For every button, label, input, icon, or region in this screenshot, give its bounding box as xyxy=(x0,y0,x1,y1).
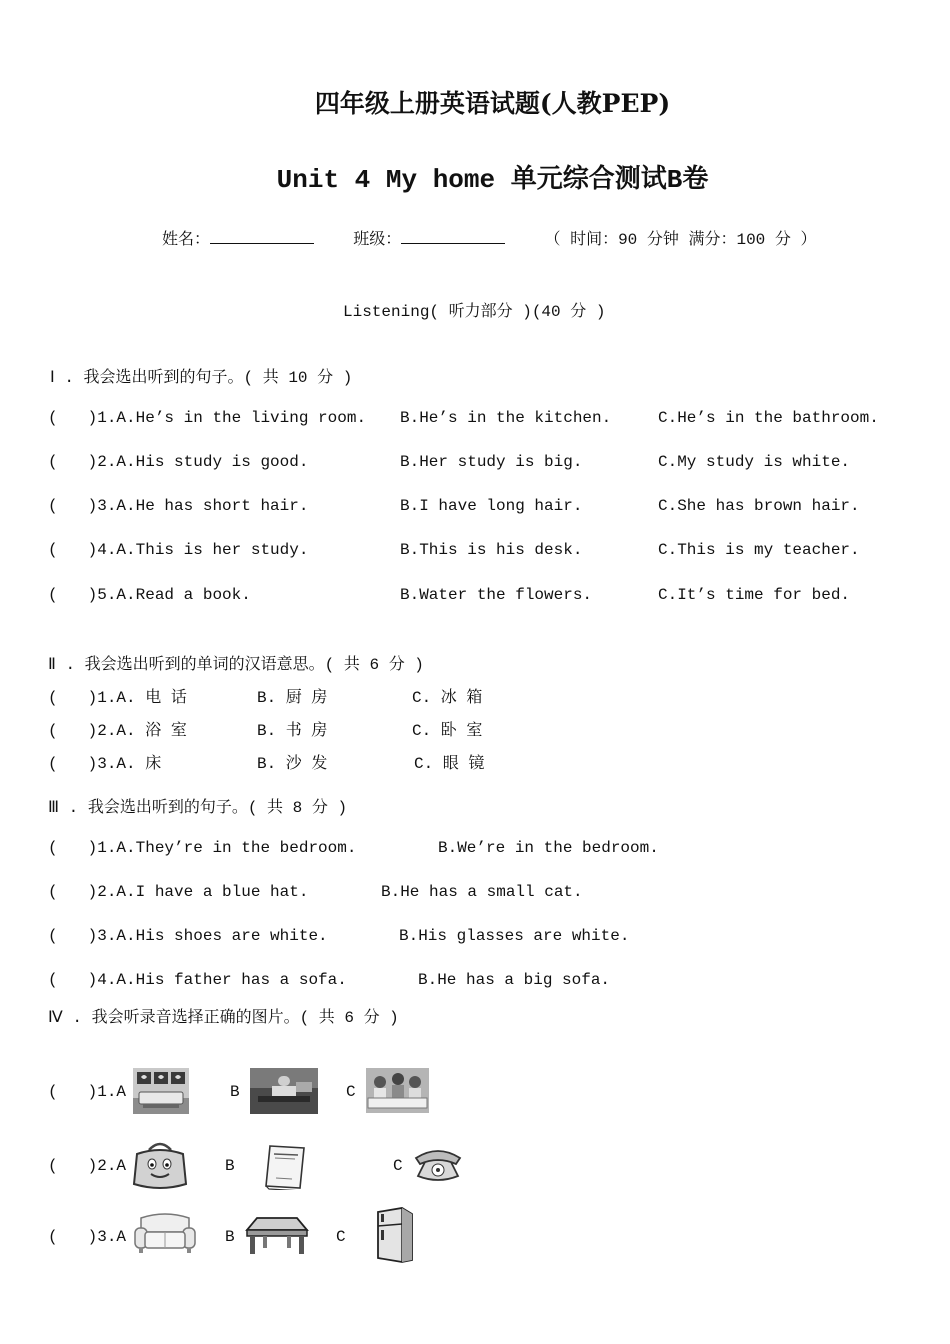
book-icon[interactable] xyxy=(262,1142,308,1190)
option-a: A. 床 xyxy=(116,755,162,773)
option-b: B. 厨 房 xyxy=(257,689,328,707)
question-row xyxy=(48,1157,126,1175)
option-b-label: B xyxy=(225,1157,235,1175)
question-row xyxy=(48,497,308,515)
class-blank[interactable] xyxy=(401,229,505,244)
option-c-label: C xyxy=(336,1228,346,1246)
option-b: B.I have long hair. xyxy=(400,497,583,515)
table-icon[interactable] xyxy=(245,1214,309,1256)
option-a: A.He has short hair. xyxy=(116,497,309,515)
telephone-icon[interactable] xyxy=(412,1146,464,1188)
option-c: C.He’s in the bathroom. xyxy=(658,409,879,427)
option-c: C.My study is white. xyxy=(658,453,851,471)
option-a: A.This is her study. xyxy=(116,541,309,559)
option-c: C.It’s time for bed. xyxy=(658,586,851,604)
section2-title: Ⅱ . 我会选出听到的单词的汉语意思。( 共 6 分 ) xyxy=(48,656,424,674)
option-b: B.He’s in the kitchen. xyxy=(400,409,612,427)
page-title: 四年级上册英语试题(人教PEP) xyxy=(314,89,671,118)
class-label: 班级： xyxy=(353,231,402,249)
option-b: B. 沙 发 xyxy=(257,755,328,773)
option-b: B.We’re in the bedroom. xyxy=(438,839,659,857)
option-c: C.She has brown hair. xyxy=(658,497,860,515)
question-number: )4. xyxy=(87,541,117,559)
page-subtitle: Unit 4 My home 单元综合测试B卷 xyxy=(276,165,709,195)
question-number: )5. xyxy=(87,586,117,604)
answer-paren[interactable]: ( xyxy=(48,883,58,901)
question-row xyxy=(48,409,366,427)
option-a-label: A xyxy=(116,1083,127,1101)
question-number: )2. xyxy=(87,883,117,901)
option-b: B.He has a big sofa. xyxy=(418,971,611,989)
option-a: A.His shoes are white. xyxy=(116,927,328,945)
question-row xyxy=(48,750,161,773)
question-number: )3. xyxy=(87,927,117,945)
question-number: )3. xyxy=(87,497,117,515)
option-b: B.Water the flowers. xyxy=(400,586,593,604)
question-number: )1. xyxy=(87,689,117,707)
option-b: B.His glasses are white. xyxy=(399,927,630,945)
answer-paren[interactable]: ( xyxy=(48,453,58,471)
option-a: A. 电 话 xyxy=(116,689,187,707)
option-b-label: B xyxy=(225,1228,235,1246)
question-row xyxy=(48,1228,126,1246)
section3-title: Ⅲ . 我会选出听到的句子。( 共 8 分 ) xyxy=(48,799,348,817)
question-number: )4. xyxy=(87,971,117,989)
option-c: C. 卧 室 xyxy=(412,722,483,740)
option-a: A.He’s in the living room. xyxy=(116,409,367,427)
fridge-icon[interactable] xyxy=(372,1206,416,1264)
option-c-label: C xyxy=(393,1157,403,1175)
question-number: )2. xyxy=(87,1157,117,1175)
option-a: A.I have a blue hat. xyxy=(116,883,309,901)
sofa-icon[interactable] xyxy=(133,1212,197,1257)
option-a: A. 浴 室 xyxy=(116,722,187,740)
option-a-label: A xyxy=(116,1157,127,1175)
option-a-label: A xyxy=(116,1228,127,1246)
question-row xyxy=(48,971,347,989)
question-row xyxy=(48,1083,126,1101)
name-label: 姓名： xyxy=(162,231,211,249)
question-number: )1. xyxy=(87,1083,117,1101)
option-c: C.This is my teacher. xyxy=(658,541,860,559)
answer-paren[interactable]: ( xyxy=(48,927,58,945)
option-b-label: B xyxy=(230,1083,240,1101)
answer-paren[interactable]: ( xyxy=(48,755,58,773)
question-row xyxy=(48,684,187,707)
name-blank[interactable] xyxy=(210,229,314,244)
question-number: )1. xyxy=(87,409,117,427)
option-a: A.His father has a sofa. xyxy=(116,971,347,989)
study-photo-icon[interactable] xyxy=(250,1068,318,1114)
question-row xyxy=(48,883,308,901)
answer-paren[interactable]: ( xyxy=(48,409,58,427)
student-info-row xyxy=(162,226,817,249)
answer-paren[interactable]: ( xyxy=(48,722,58,740)
option-b: B. 书 房 xyxy=(257,722,328,740)
answer-paren[interactable]: ( xyxy=(48,971,58,989)
answer-paren[interactable]: ( xyxy=(48,1228,58,1246)
option-c: C. 冰 箱 xyxy=(412,689,483,707)
question-number: )3. xyxy=(87,1228,117,1246)
question-number: )3. xyxy=(87,755,117,773)
answer-paren[interactable]: ( xyxy=(48,541,58,559)
section4-title: Ⅳ . 我会听录音选择正确的图片。( 共 6 分 ) xyxy=(48,1009,399,1027)
answer-paren[interactable]: ( xyxy=(48,1083,58,1101)
section1-title: Ⅰ . 我会选出听到的句子。( 共 10 分 ) xyxy=(50,369,353,387)
option-a: A.They’re in the bedroom. xyxy=(116,839,357,857)
living-room-photo-icon[interactable] xyxy=(133,1068,189,1114)
answer-paren[interactable]: ( xyxy=(48,689,58,707)
option-b: B.He has a small cat. xyxy=(381,883,583,901)
option-a: A.Read a book. xyxy=(116,586,251,604)
answer-paren[interactable]: ( xyxy=(48,586,58,604)
question-row xyxy=(48,839,356,857)
question-number: )2. xyxy=(87,453,117,471)
question-row xyxy=(48,586,251,604)
answer-paren[interactable]: ( xyxy=(48,497,58,515)
option-b: B.Her study is big. xyxy=(400,453,583,471)
dining-photo-icon[interactable] xyxy=(366,1068,429,1113)
option-a: A.His study is good. xyxy=(116,453,309,471)
option-c: C. 眼 镜 xyxy=(414,755,485,773)
time-info: （ 时间：90 分钟 满分：100 分 ） xyxy=(544,231,817,249)
question-row xyxy=(48,717,187,740)
answer-paren[interactable]: ( xyxy=(48,1157,58,1175)
listening-header: Listening( 听力部分 )(40 分 ) xyxy=(343,303,606,321)
question-row xyxy=(48,927,328,945)
question-number: )1. xyxy=(87,839,117,857)
answer-paren[interactable]: ( xyxy=(48,839,58,857)
option-b: B.This is his desk. xyxy=(400,541,583,559)
option-c-label: C xyxy=(346,1083,356,1101)
schoolbag-icon[interactable] xyxy=(131,1140,189,1190)
question-number: )2. xyxy=(87,722,117,740)
question-row xyxy=(48,453,308,471)
question-row xyxy=(48,541,308,559)
